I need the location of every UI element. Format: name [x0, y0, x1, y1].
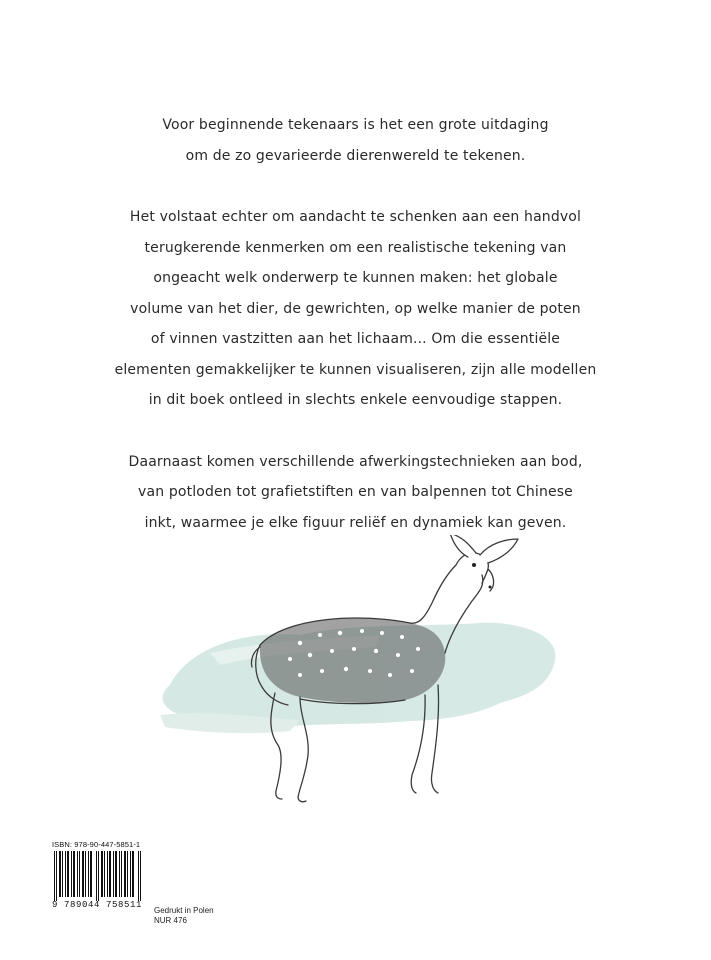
printed-in-text: Gedrukt in Polen	[154, 906, 214, 915]
blurb-line: terugkerende kenmerken om een realistische tekening van	[144, 239, 567, 256]
blurb-line: ongeacht welk onderwerp te kunnen maken: het globale	[153, 270, 558, 286]
blurb-line: inkt, waarmee je elke figuur reliëf en dynamiek kan geven.	[144, 514, 567, 531]
blurb-line: of vinnen vastzitten aan het lichaam... Om die essentiële	[150, 331, 561, 347]
nur-code: NUR 476	[154, 916, 187, 925]
barcode-digits: 9 789044 758511	[52, 900, 143, 910]
blurb-line: Het volstaat echter om aandacht te schenken aan een handvol	[129, 209, 582, 225]
blurb-line: Voor beginnende tekenaars is het een grote uitdaging	[162, 117, 549, 133]
deer-illustration	[150, 535, 570, 810]
blurb-paragraph-1	[0, 110, 711, 171]
blurb-line: elementen gemakkelijker te kunnen visualiseren, zijn alle modellen	[114, 361, 597, 378]
blurb-paragraph-3	[0, 447, 711, 539]
print-info	[154, 906, 214, 926]
blurb-line: van potloden tot grafietstiften en van balpennen tot Chinese	[138, 484, 573, 500]
back-cover-blurb	[0, 110, 711, 569]
blurb-line: om de zo gevarieerde dierenwereld te tekenen.	[185, 147, 526, 164]
blurb-line: volume van het dier, de gewrichten, op welke manier de poten	[130, 300, 581, 317]
blurb-paragraph-2	[0, 202, 711, 416]
blurb-line: in dit boek ontleed in slechts enkele eenvoudige stappen.	[148, 392, 563, 408]
barcode-block	[52, 840, 144, 910]
blurb-line: Daarnaast komen verschillende afwerkingstechnieken aan bod,	[128, 453, 583, 470]
isbn-label: ISBN: 978-90-447-5851-1	[52, 840, 141, 849]
barcode-icon	[52, 851, 144, 901]
